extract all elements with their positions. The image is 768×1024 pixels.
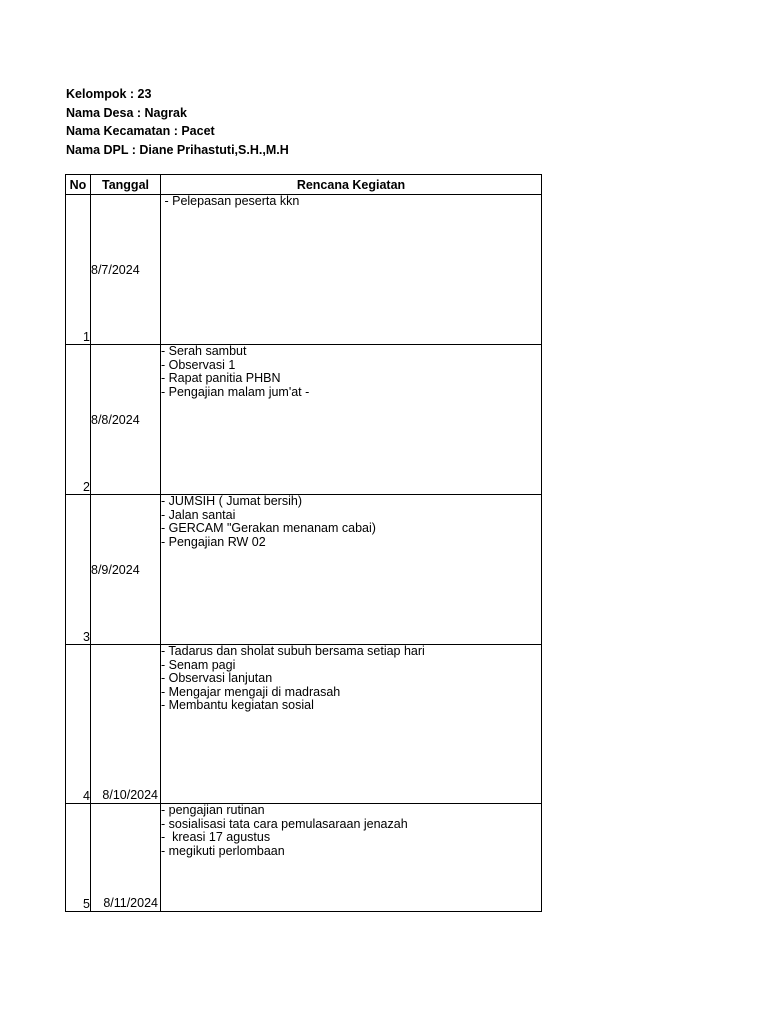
row-activities [161,495,542,645]
table-row [66,804,542,912]
activity-item: - pengajian rutinan [161,803,265,817]
activity-item: - megikuti perlombaan [161,843,285,858]
activity-item: - Rapat panitia PHBN [161,371,281,385]
activity-item: - sosialisasi tata cara pemulasaraan jenazah [161,816,408,831]
row-date: 8/10/2024 [91,645,161,804]
row-activities [161,804,542,912]
row-number: 2 [66,345,91,495]
column-header-activities: Rencana Kegiatan [161,175,542,195]
table-row [66,195,542,345]
activity-item: - Membantu kegiatan sosial [161,698,314,712]
activity-item: - Observasi lanjutan [161,671,273,685]
activity-item: - Serah sambut [161,344,247,358]
row-date: 8/7/2024 [91,195,161,345]
table-row [66,645,542,804]
table-row [66,345,542,495]
activity-item: - Pengajian malam jum'at - [161,384,310,399]
activity-item: - Senam pagi [161,657,236,672]
row-activities [161,195,542,345]
activity-item: - GERCAM "Gerakan menanam cabai) [161,521,376,535]
village-name: Nama Desa : Nagrak [66,105,187,120]
row-number: 4 [66,645,91,804]
activity-item: - Pengajian RW 02 [161,534,266,549]
row-activities [161,345,542,495]
row-date: 8/11/2024 [91,804,161,912]
activity-item: - Observasi 1 [161,357,236,372]
row-date: 8/8/2024 [91,345,161,495]
document-header [66,85,289,159]
activity-item: - kreasi 17 agustus [161,830,271,844]
column-header-no: No [66,175,91,195]
row-activities [161,645,542,804]
supervisor-name: Nama DPL : Diane Prihastuti,S.H.,M.H [66,142,289,157]
activity-item: - Mengajar mengaji di madrasah [161,684,341,699]
activity-item: - Tadarus dan sholat subuh bersama setiap hari [161,644,425,658]
table-header-row [66,175,542,195]
row-date: 8/9/2024 [91,495,161,645]
group-number: Kelompok : 23 [66,87,152,101]
row-number: 1 [66,195,91,345]
activity-item: - JUMSIH ( Jumat bersih) [161,494,302,508]
activity-item: - Pelepasan peserta kkn [161,194,300,208]
row-number: 5 [66,804,91,912]
column-header-date: Tanggal [91,175,161,195]
activity-item: - Jalan santai [161,507,236,522]
activity-plan-table [65,174,542,912]
district-name: Nama Kecamatan : Pacet [66,124,215,138]
row-number: 3 [66,495,91,645]
table-row [66,495,542,645]
